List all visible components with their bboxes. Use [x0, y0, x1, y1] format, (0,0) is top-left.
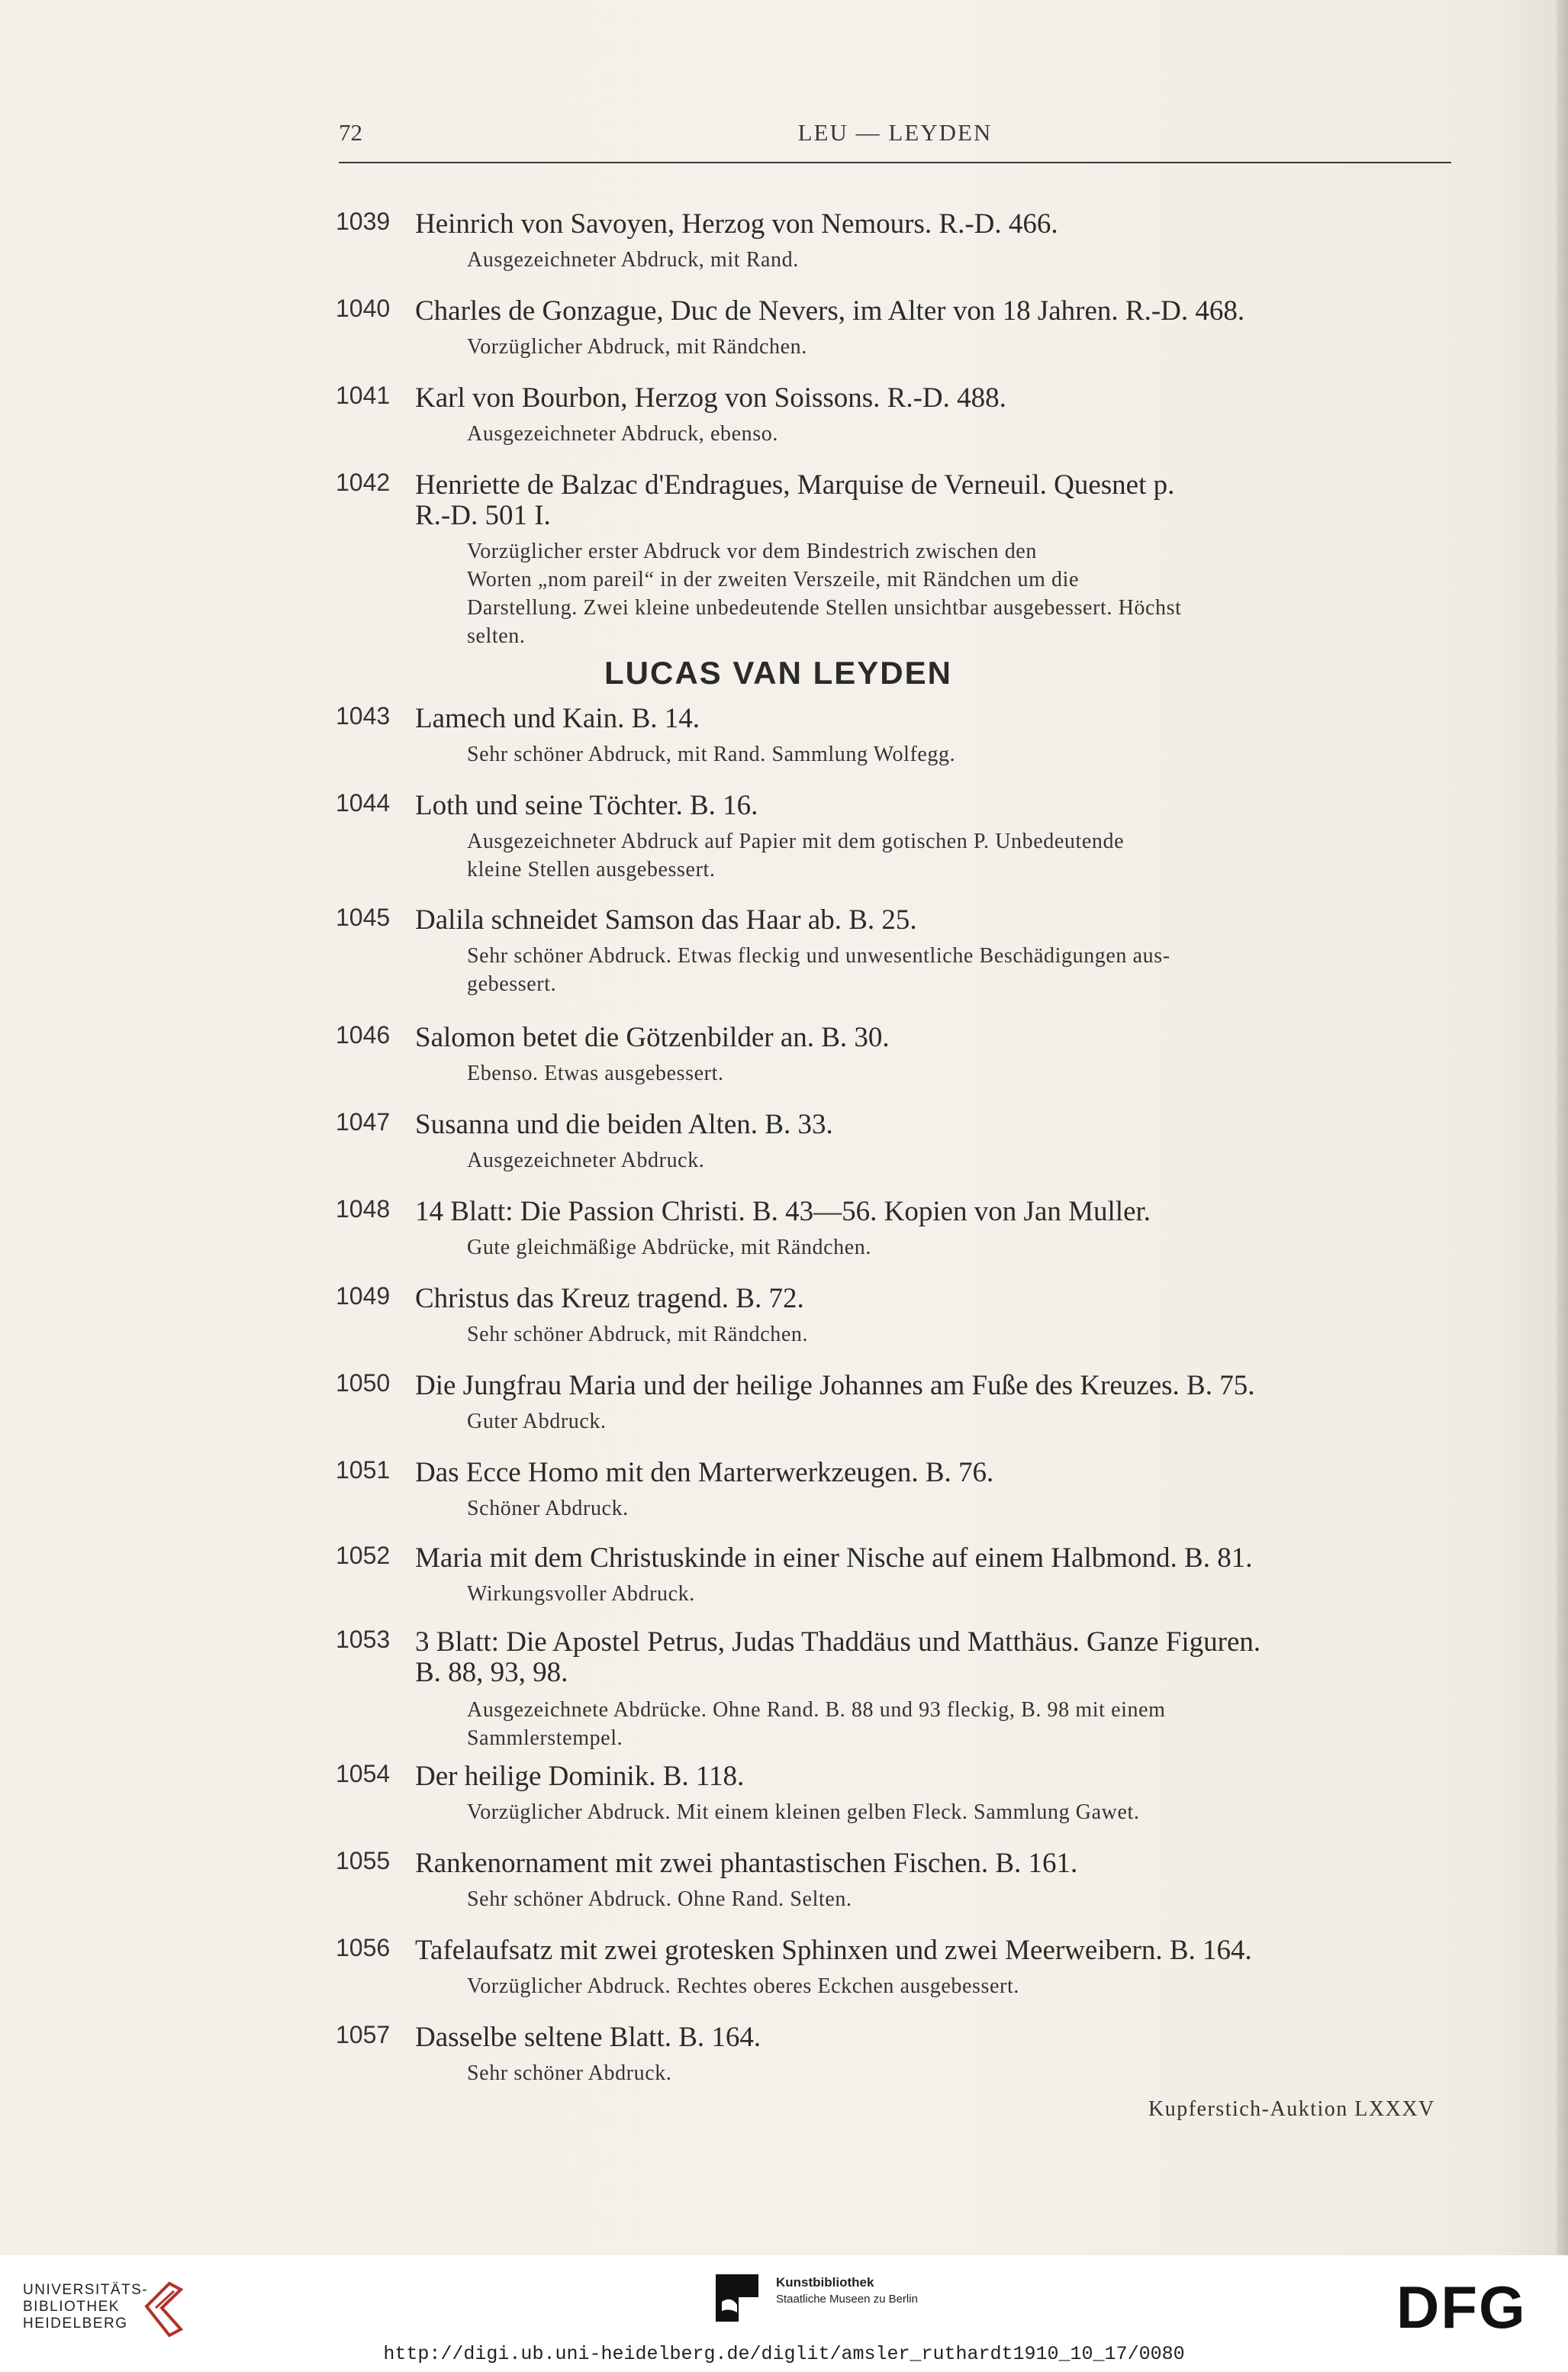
entry-description: Sehr schöner Abdruck, mit Rand. Sammlung Wolfegg.: [467, 743, 956, 766]
entry-title: Das Ecce Homo mit den Marterwerkzeugen. B. 76.: [415, 1457, 994, 1488]
entry-number: 1049: [336, 1282, 391, 1310]
ub-logo-line: HEIDELBERG: [23, 2316, 128, 2332]
entry-title: Maria mit dem Christuskinde in einer Nische auf einem Halbmond. B. 81.: [415, 1542, 1253, 1574]
ub-logo-line: UNIVERSITÄTS-: [23, 2282, 149, 2298]
entry-description: selten.: [467, 624, 526, 648]
entry-description: Darstellung. Zwei kleine unbedeutende Stellen unsichtbar ausgebessert. Höchst: [467, 596, 1182, 620]
entry-number: 1051: [336, 1456, 391, 1484]
ub-heidelberg-logo[interactable]: [23, 2282, 148, 2332]
entry-title: Dalila schneidet Samson das Haar ab. B. 25.: [415, 904, 917, 936]
entry-description: Sammlerstempel.: [467, 1726, 623, 1750]
entry-description: Ausgezeichneter Abdruck auf Papier mit dem gotischen P. Unbedeutende: [467, 830, 1125, 853]
entry-description: Ausgezeichneter Abdruck, ebenso.: [467, 422, 778, 446]
entry-number: 1054: [336, 1760, 391, 1787]
entry-title: 3 Blatt: Die Apostel Petrus, Judas Thaddäus und Matthäus. Ganze Figuren.: [415, 1626, 1261, 1658]
entry-description: Vorzüglicher Abdruck. Rechtes oberes Eckchen ausgebessert.: [467, 1974, 1019, 1998]
kunstbibliothek-subtitle: Staatliche Museen zu Berlin: [776, 2293, 918, 2306]
entry-title: Tafelaufsatz mit zwei grotesken Sphinxen und zwei Meerweibern. B. 164.: [415, 1935, 1252, 1966]
page-edge: [1557, 0, 1568, 2255]
permalink-url[interactable]: http://digi.ub.uni-heidelberg.de/diglit/amsler_ruthardt1910_10_17/0080: [383, 2343, 1185, 2365]
entry-description: Guter Abdruck.: [467, 1410, 607, 1433]
entry-description: Vorzüglicher erster Abdruck vor dem Bindestrich zwischen den: [467, 540, 1037, 563]
entry-title: Henriette de Balzac d'Endragues, Marquise de Verneuil. Quesnet p.: [415, 469, 1175, 501]
entry-description: Worten „nom pareil“ in der zweiten Verszeile, mit Rändchen um die: [467, 568, 1080, 591]
entry-description: Sehr schöner Abdruck. Ohne Rand. Selten.: [467, 1887, 852, 1911]
entry-title: 14 Blatt: Die Passion Christi. B. 43—56. Kopien von Jan Muller.: [415, 1196, 1151, 1227]
ub-emblem-icon: [139, 2276, 192, 2340]
entry-number: 1041: [336, 382, 391, 409]
page-number: 72: [339, 119, 362, 146]
entry-number: 1040: [336, 295, 391, 322]
entry-description: kleine Stellen ausgebessert.: [467, 858, 716, 881]
entry-description: Vorzüglicher Abdruck, mit Rändchen.: [467, 335, 807, 359]
entry-number: 1053: [336, 1626, 391, 1653]
entry-description: Sehr schöner Abdruck.: [467, 2061, 672, 2085]
entry-number: 1050: [336, 1369, 391, 1397]
entry-title: Susanna und die beiden Alten. B. 33.: [415, 1109, 833, 1140]
kunstbibliothek-title: Kunstbibliothek: [776, 2275, 874, 2290]
entry-title-continued: R.-D. 501 I.: [415, 500, 551, 531]
entry-number: 1042: [336, 469, 391, 496]
section-heading: LUCAS VAN LEYDEN: [604, 655, 952, 691]
entry-title: Loth und seine Töchter. B. 16.: [415, 790, 758, 821]
entry-title: Charles de Gonzague, Duc de Nevers, im Alter von 18 Jahren. R.-D. 468.: [415, 295, 1245, 327]
entry-number: 1052: [336, 1542, 391, 1569]
entry-description: Ausgezeichneter Abdruck, mit Rand.: [467, 248, 799, 272]
entry-number: 1048: [336, 1195, 391, 1223]
entry-title: Salomon betet die Götzenbilder an. B. 30.: [415, 1022, 890, 1053]
entry-title: Der heilige Dominik. B. 118.: [415, 1761, 745, 1792]
entry-title: Dasselbe seltene Blatt. B. 164.: [415, 2022, 761, 2053]
dfg-logo[interactable]: DFG: [1396, 2274, 1527, 2341]
entry-description: Vorzüglicher Abdruck. Mit einem kleinen gelben Fleck. Sammlung Gawet.: [467, 1800, 1140, 1824]
entry-description: Schöner Abdruck.: [467, 1497, 629, 1520]
entry-number: 1045: [336, 904, 391, 931]
entry-title: Die Jungfrau Maria und der heilige Johannes am Fuße des Kreuzes. B. 75.: [415, 1370, 1255, 1401]
entry-number: 1056: [336, 1934, 391, 1961]
entry-number: 1044: [336, 789, 391, 817]
entry-description: Sehr schöner Abdruck, mit Rändchen.: [467, 1323, 809, 1346]
entry-title-continued: B. 88, 93, 98.: [415, 1657, 568, 1688]
entry-description: Ebenso. Etwas ausgebessert.: [467, 1062, 724, 1085]
ub-logo-line: BIBLIOTHEK: [23, 2299, 120, 2315]
entry-title: Rankenornament mit zwei phantastischen Fischen. B. 161.: [415, 1848, 1078, 1879]
entry-title: Karl von Bourbon, Herzog von Soissons. R.-D. 488.: [415, 382, 1006, 414]
entry-number: 1039: [336, 208, 391, 235]
running-title: LEU — LEYDEN: [797, 119, 993, 146]
kunstbibliothek-icon[interactable]: [716, 2274, 758, 2322]
entry-title: Heinrich von Savoyen, Herzog von Nemours. R.-D. 466.: [415, 208, 1058, 240]
entry-description: Gute gleichmäßige Abdrücke, mit Rändchen.: [467, 1236, 872, 1259]
entry-title: Lamech und Kain. B. 14.: [415, 703, 700, 734]
kunstbibliothek-label: [776, 2274, 918, 2308]
entry-number: 1047: [336, 1108, 391, 1136]
entry-description: Wirkungsvoller Abdruck.: [467, 1582, 695, 1606]
entry-number: 1055: [336, 1847, 391, 1874]
entry-description: Ausgezeichnete Abdrücke. Ohne Rand. B. 88 und 93 fleckig, B. 98 mit einem: [467, 1698, 1166, 1722]
entry-description: gebessert.: [467, 972, 557, 996]
entry-number: 1043: [336, 702, 391, 730]
entry-description: Ausgezeichneter Abdruck.: [467, 1149, 705, 1172]
entry-number: 1046: [336, 1021, 391, 1049]
page-footer: Kupferstich-Auktion LXXXV: [1148, 2097, 1435, 2121]
entry-title: Christus das Kreuz tragend. B. 72.: [415, 1283, 804, 1314]
entry-description: Sehr schöner Abdruck. Etwas fleckig und unwesentliche Beschädigungen aus-: [467, 944, 1170, 968]
entry-number: 1057: [336, 2021, 391, 2048]
